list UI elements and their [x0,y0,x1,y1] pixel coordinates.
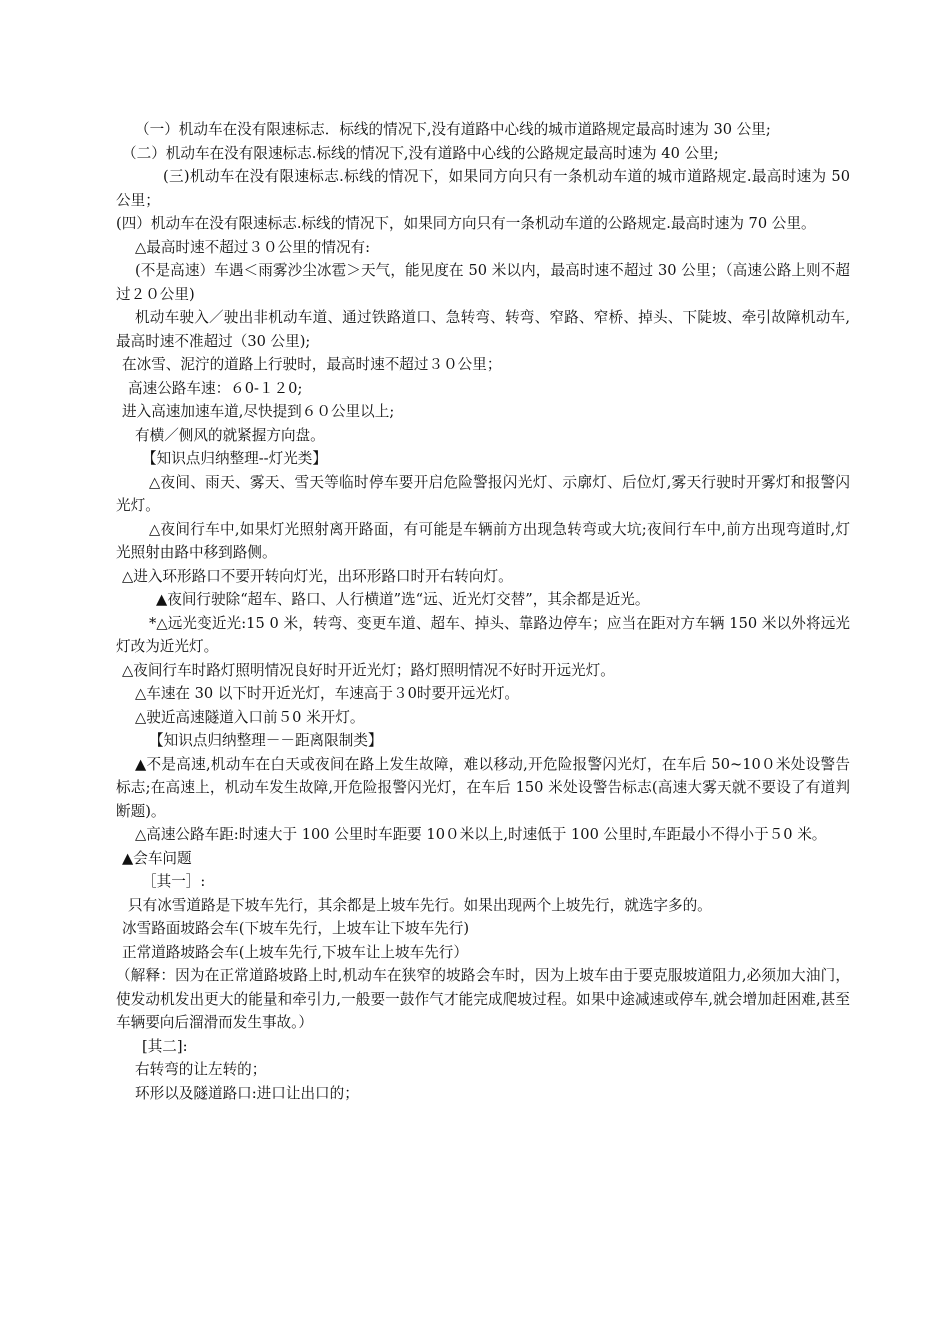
paragraph-speed-limit-2: （二）机动车在没有限速标志.标线的情况下,没有道路中心线的公路规定最高时速为 40 公里; [122,144,719,162]
paragraph-max-30-heading: △最高时速不超过３０公里的情况有: [135,238,371,256]
paragraph-highway-distance: △高速公路车距:时速大于 100 公里时车距要 10０米以上,时速低于 100 公里时,车距最小不得小于５0 米。 [135,826,827,843]
paragraph-breakdown-warning: ▲不是高速,机动车在白天或夜间在路上发生故障，难以移动,开危险报警闪光灯，在车后 50~10０米处设警告标志;在高速上，机动车发生故障,开危险报警闪光灯，在车后 150 米处设警告标志(高速大雾天就不要设了有道判断题)。 [116,755,850,820]
paragraph-normal-slope-meeting: 正常道路坡路会车(上坡车先行,下坡车让上坡车先行） [122,943,468,961]
paragraph-right-turn-yield: 右转弯的让左转的； [135,1061,267,1078]
section-heading-distance: 【知识点归纳整理－－距离限制类】 [149,732,383,749]
paragraph-weather-visibility: (不是高速）车遇＜雨雾沙尘冰雹＞天气，能见度在 50 米以内，最高时速不超过 30 公里；（高速公路上则不超过２０公里) [116,262,850,303]
paragraph-speed-limit-1: （一）机动车在没有限速标志．标线的情况下,没有道路中心线的城市道路规定最高时速为 30 公里; [135,121,771,138]
paragraph-speed-30-lights: △车速在 30 以下时开近光灯，车速高于３0时要开远光灯。 [135,685,520,702]
paragraph-special-roads: 机动车驶入／驶出非机动车道、通过铁路道口、急转弯、转弯、窄路、窄桥、掉头、下陡坡、牵引故障机动车,最高时速不准超过（30 公里); [116,309,850,350]
paragraph-ice-snow: 在冰雪、泥泞的道路上行驶时，最高时速不超过３０公里； [122,356,502,373]
paragraph-night-high-low: ▲夜间行驶除“超车、路口、人行横道”选“远、近光灯交替”，其余都是近光。 [156,591,650,608]
paragraph-roundabout-tunnel-yield: 环形以及隧道路口:进口让出口的； [135,1084,359,1102]
paragraph-roundabout-signal: △进入环形路口不要开转向灯光，出环形路口时开右转向灯。 [122,567,513,585]
paragraph-tunnel-lights: △驶近高速隧道入口前５0 米开灯。 [135,708,365,726]
paragraph-highway-speed: 高速公路车速：６0-１２0; [128,379,303,397]
paragraph-crosswind: 有横／侧风的就紧握方向盘。 [135,426,325,444]
paragraph-acceleration-lane: 进入高速加速车道,尽快提到６０公里以上; [122,403,395,420]
paragraph-lights-temporary-stop: △夜间、雨天、雾天、雪天等临时停车要开启危险警报闪光灯、示廓灯、后位灯,雾天行驶时开雾灯和报警闪光灯。 [116,473,850,514]
section-heading-meeting: ▲会车问题 [122,849,192,867]
section-heading-lights: 【知识点归纳整理--灯光类】 [142,450,327,467]
paragraph-street-lighting: △夜间行车时路灯照明情况良好时开近光灯；路灯照明情况不好时开远光灯。 [122,661,615,679]
document-page [116,118,850,1105]
subheading-meeting-1: ［其一］: [142,873,206,890]
paragraph-uphill-rule: 只有冰雪道路是下坡车先行，其余都是上坡车先行。如果出现两个上坡先行，就选字多的。 [128,896,712,914]
paragraph-speed-limit-4: (四）机动车在没有限速标志.标线的情况下，如果同方向只有一条机动车道的公路规定.最高时速为 70 公里。 [116,215,816,232]
subheading-meeting-2: [其二]: [142,1037,188,1055]
paragraph-explanation: （解释：因为在正常道路坡路上时,机动车在狭窄的坡路会车时，因为上坡车由于要克服坡道阻力,必须加大油门，使发动机发出更大的能量和牵引力,一般要一鼓作气才能完成爬坡过程。如果中途减速或停车,就会增加赶困难,甚至车辆要向后溜滑而发生事故。） [116,967,850,1031]
paragraph-lights-night-curve: △夜间行车中,如果灯光照射离开路面，有可能是车辆前方出现急转弯或大坑;夜间行车中,前方出现弯道时,灯光照射由路中移到路侧。 [116,520,850,561]
paragraph-speed-limit-3: (三)机动车在没有限速标志.标线的情况下，如果同方向只有一条机动车道的城市道路规定.最高时速为 50 公里； [116,168,850,209]
paragraph-snow-slope-meeting: 冰雪路面坡路会车(下坡车先行，上坡车让下坡车先行) [122,920,470,937]
paragraph-high-to-low-beam: *△远光变近光:15 0 米，转弯、变更车道、超车、掉头、靠路边停车；应当在距对方车辆 150 米以外将远光灯改为近光灯。 [116,614,850,655]
